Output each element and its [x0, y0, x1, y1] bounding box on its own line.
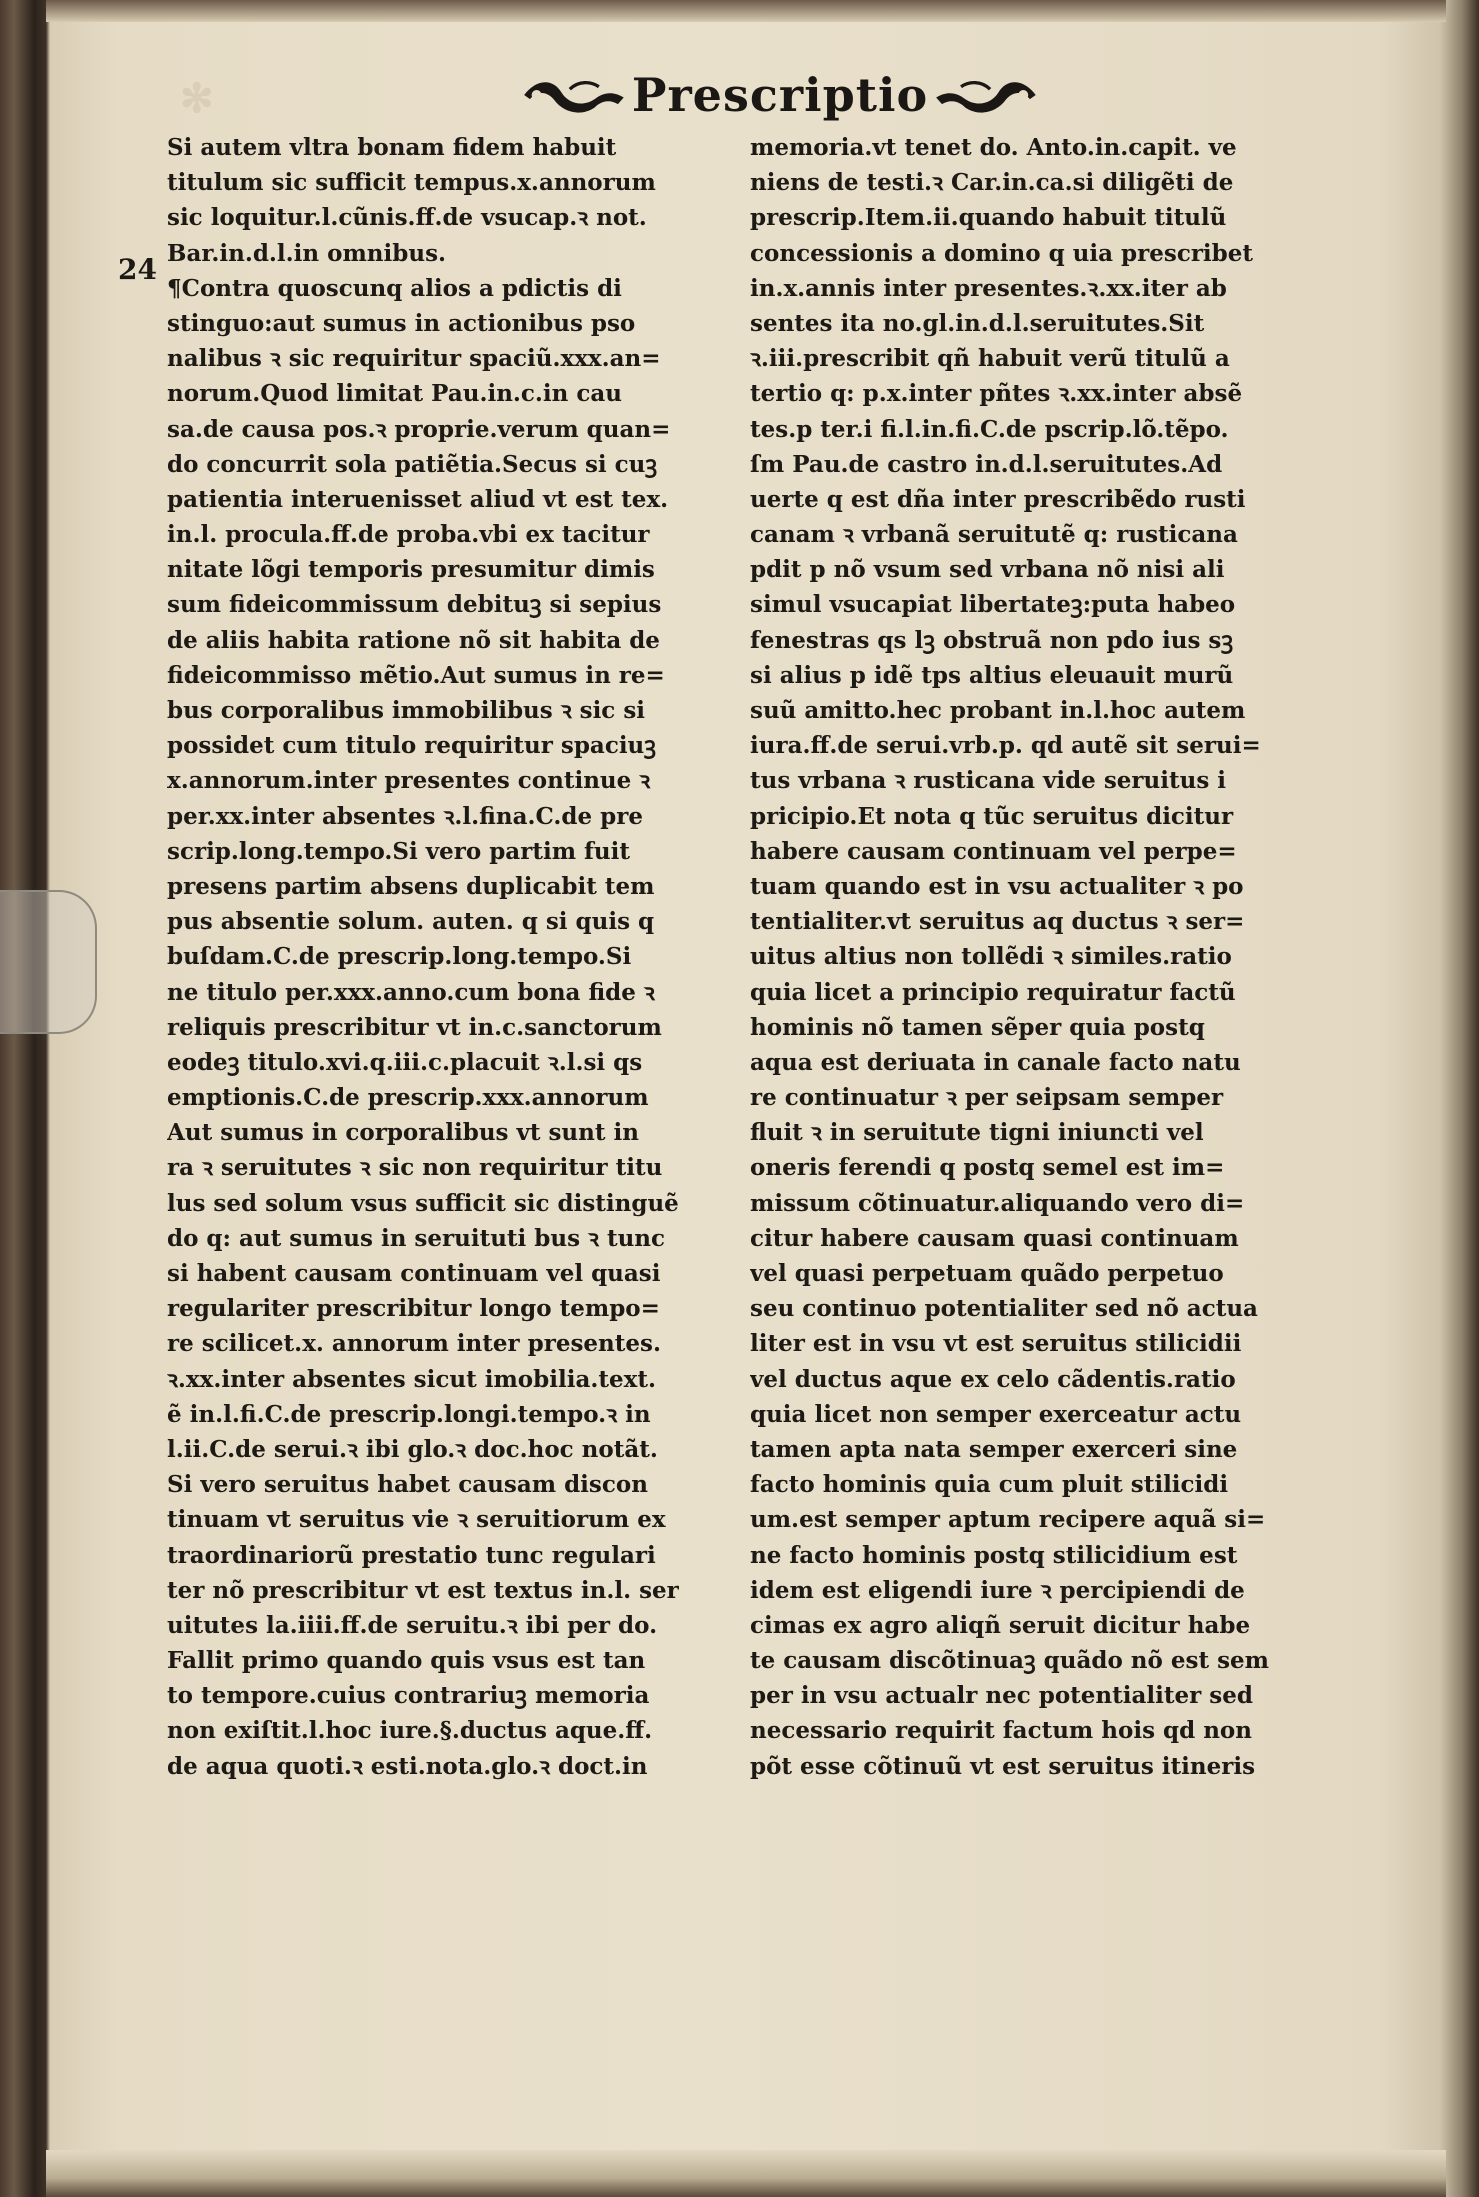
text-line: ꝛ.iii.prescribit qñ habuit verũ titulũ a: [750, 345, 1230, 373]
text-line: norum.Quod limitat Pau.in.c.in cau: [167, 380, 623, 408]
left-ornament-icon: [520, 70, 628, 120]
text-line: te causam discõtinuaꝫ quãdo nõ est sem: [750, 1647, 1270, 1675]
text-line: traordinariorũ prestatio tunc regulari: [167, 1541, 656, 1569]
text-line: ꝛ.xx.inter absentes sicut imobilia.text.: [167, 1365, 656, 1393]
text-line: habere causam continuam vel perpe=: [750, 837, 1237, 865]
text-line: si habent causam continuam vel quasi: [167, 1260, 661, 1287]
text-line: fluit ꝛ in seruitute tigni iniuncti vel: [750, 1119, 1204, 1147]
text-line: re scilicet.x. annorum inter presentes.: [167, 1330, 661, 1358]
text-line: in.x.annis inter presentes.ꝛ.xx.iter ab: [750, 274, 1227, 302]
text-line: eodeꝫ titulo.xvi.q.iii.c.placuit ꝛ.l.si qs: [167, 1048, 643, 1076]
text-line: memoria.vt tenet do. Anto.in.capit. ve: [750, 134, 1237, 161]
text-line: in.l. procula.ff.de proba.vbi ex tacitur: [167, 521, 650, 549]
text-line: do concurrit sola patiẽtia.Secus si cuꝫ: [167, 450, 658, 478]
text-line: ẽ in.l.fi.C.de prescrip.longi.tempo.ꝛ in: [167, 1400, 651, 1428]
text-line: ſm Pau.de castro in.d.l.seruitutes.Ad: [750, 450, 1223, 478]
text-line: um.est semper aptum recipere aquã si=: [750, 1506, 1266, 1534]
text-line: tentialiter.vt seruitus aq ductus ꝛ ser=: [750, 908, 1245, 936]
margin-number: 24: [118, 253, 157, 286]
text-line: idem est eligendi iure ꝛ percipiendi de: [750, 1576, 1245, 1604]
text-line: pdit p nõ vsum sed vrbana nõ nisi ali: [750, 556, 1225, 584]
text-line: Fallit primo quando quis vsus est tan: [167, 1647, 646, 1675]
text-line: sum fideicommissum debituꝫ si sepius: [167, 591, 662, 619]
text-line: bus corporalibus immobilibus ꝛ sic si: [167, 697, 645, 724]
text-line: citur habere causam quasi continuam: [750, 1224, 1239, 1252]
text-line: tus vrbana ꝛ rusticana vide seruitus i: [750, 767, 1227, 795]
text-line: x.annorum.inter presentes continue ꝛ: [167, 767, 651, 795]
text-line: nitate lõgi temporis presumitur dimis: [167, 556, 655, 584]
text-line: vel quasi perpetuam quãdo perpetuo: [750, 1260, 1224, 1287]
text-line: to tempore.cuius contrariuꝫ memoria: [167, 1682, 650, 1710]
text-line: ne facto hominis postq stilicidium est: [750, 1541, 1238, 1569]
text-line: ter nõ prescribitur vt est textus in.l. ser: [167, 1576, 679, 1604]
text-line: aqua est deriuata in canale facto natu: [750, 1048, 1241, 1076]
text-line: per.xx.inter absentes ꝛ.l.fina.C.de pre: [167, 802, 643, 830]
text-line: scrip.long.tempo.Si vero partim fuit: [167, 837, 631, 865]
text-line: l.ii.C.de serui.ꝛ ibi glo.ꝛ doc.hoc notãt.: [167, 1435, 658, 1463]
text-line: tuam quando est in vsu actualiter ꝛ po: [750, 872, 1244, 900]
text-line: tinuam vt seruitus vie ꝛ seruitiorum ex: [167, 1506, 666, 1534]
text-line: titulum sic sufficit tempus.x.annorum: [167, 169, 656, 197]
text-line: stinguo:aut sumus in actionibus pso: [167, 309, 636, 337]
text-line: suũ amitto.hec probant in.l.hoc autem: [750, 697, 1246, 724]
text-line: tertio q: p.x.inter pñtes ꝛ.xx.inter absẽ: [750, 380, 1243, 408]
text-line: seu continuo potentialiter sed nõ actua: [750, 1295, 1258, 1323]
text-line: re continuatur ꝛ per seipsam semper: [750, 1084, 1224, 1112]
text-line: ra ꝛ seruitutes ꝛ sic non requiritur titu: [167, 1154, 663, 1182]
text-line: Si autem vltra bonam fidem habuit: [167, 134, 617, 161]
text-line: niens de testi.ꝛ Car.in.ca.si diligẽti de: [750, 169, 1234, 197]
text-line: quia licet non semper exerceatur actu: [750, 1400, 1242, 1428]
text-line: fenestras qs lꝫ obstruã non pdo ius sꝫ: [750, 626, 1234, 654]
text-line: regulariter prescribitur longo tempo=: [167, 1295, 660, 1323]
text-line: de aqua quoti.ꝛ esti.nota.glo.ꝛ doct.in: [167, 1752, 648, 1780]
text-line: non exiſtit.l.hoc iure.§.ductus aque.ff.: [167, 1717, 653, 1745]
text-line: cimas ex agro aliqñ seruit dicitur habe: [750, 1611, 1251, 1639]
running-title: Prescriptio: [631, 68, 929, 122]
text-line: prescrip.Item.ii.quando habuit titulũ: [750, 204, 1227, 232]
right-column: [750, 130, 1320, 1784]
page-bottom-edge: [46, 2150, 1446, 2197]
text-line: do q: aut sumus in seruituti bus ꝛ tunc: [167, 1224, 666, 1252]
left-column: [167, 130, 742, 1784]
clip-tab: [0, 890, 97, 1034]
show-through-text: ✻: [180, 75, 214, 122]
text-line: reliquis prescribitur vt in.c.sanctorum: [167, 1013, 662, 1041]
text-line: sic loquitur.l.cũnis.ff.de vsucap.ꝛ not.: [167, 204, 647, 232]
page-top-edge: [46, 0, 1446, 22]
text-line: nalibus ꝛ sic requiritur spaciũ.xxx.an=: [167, 345, 661, 373]
text-line: canam ꝛ vrbanã seruitutẽ q: rusticana: [750, 521, 1238, 549]
text-line: hominis nõ tamen sẽper quia postq: [750, 1013, 1205, 1041]
text-line: vel ductus aque ex celo cãdentis.ratio: [750, 1365, 1236, 1393]
text-line: pus absentie solum. auten. q si quis q: [167, 908, 655, 936]
text-line: patientia interuenisset aliud vt est tex.: [167, 485, 669, 513]
text-line: tes.p ter.i fi.l.in.fi.C.de pscrip.lõ.tẽpo.: [750, 415, 1229, 443]
text-line: sentes ita no.gl.in.d.l.seruitutes.Sit: [750, 309, 1205, 337]
page-header: [520, 62, 1040, 128]
text-line: Bar.in.d.l.in omnibus.: [167, 239, 447, 267]
text-line: sa.de causa pos.ꝛ proprie.verum quan=: [167, 415, 671, 443]
text-line: simul vsucapiat libertateꝫ:puta habeo: [750, 591, 1236, 619]
text-line: possidet cum titulo requiritur spaciuꝫ: [167, 732, 657, 760]
text-line: Aut sumus in corporalibus vt sunt in: [167, 1119, 639, 1147]
text-line: fideicommisso mẽtio.Aut sumus in re=: [167, 661, 665, 689]
text-line: uitus altius non tollẽdi ꝛ similes.ratio: [750, 943, 1232, 971]
text-line: emptionis.C.de prescrip.xxx.annorum: [167, 1084, 649, 1112]
text-line: de aliis habita ratione nõ sit habita de: [167, 626, 660, 654]
text-line: concessionis a domino q uia prescribet: [750, 239, 1254, 267]
text-line: facto hominis quia cum pluit stilicidi: [750, 1471, 1229, 1499]
text-line: pricipio.Et nota q tũc seruitus dicitur: [750, 802, 1234, 830]
text-line: liter est in vsu vt est seruitus stilicidii: [750, 1330, 1242, 1358]
text-line: uitutes la.iiii.ff.de seruitu.ꝛ ibi per do.: [167, 1611, 658, 1639]
text-line: iura.ff.de serui.vrb.p. qd autẽ sit serui=: [750, 732, 1261, 760]
text-line: põt esse cõtinuũ vt est seruitus itineris: [750, 1752, 1256, 1780]
text-line: buſdam.C.de prescrip.long.tempo.Si: [167, 943, 632, 971]
right-ornament-icon: [932, 70, 1040, 120]
text-line: tamen apta nata semper exerceri sine: [750, 1435, 1238, 1463]
text-line: ¶Contra quoscunq alios a pdictis di: [167, 274, 622, 302]
text-line: missum cõtinuatur.aliquando vero di=: [750, 1189, 1245, 1217]
text-line: per in vsu actualr nec potentialiter sed: [750, 1682, 1253, 1710]
text-line: necessario requirit factum hois qd non: [750, 1717, 1252, 1745]
text-line: quia licet a principio requiratur factũ: [750, 978, 1236, 1006]
text-line: si alius p idẽ tps altius eleuauit murũ: [750, 661, 1234, 689]
text-line: oneris ferendi q postq semel est im=: [750, 1154, 1225, 1182]
text-line: Si vero seruitus habet causam discon: [167, 1471, 648, 1499]
text-line: ne titulo per.xxx.anno.cum bona fide ꝛ: [167, 978, 655, 1006]
text-line: uerte q est dña inter prescribẽdo rusti: [750, 485, 1246, 513]
text-line: presens partim absens duplicabit tem: [167, 872, 655, 900]
text-line: lus sed solum vsus sufficit sic distinguẽ: [167, 1189, 679, 1217]
